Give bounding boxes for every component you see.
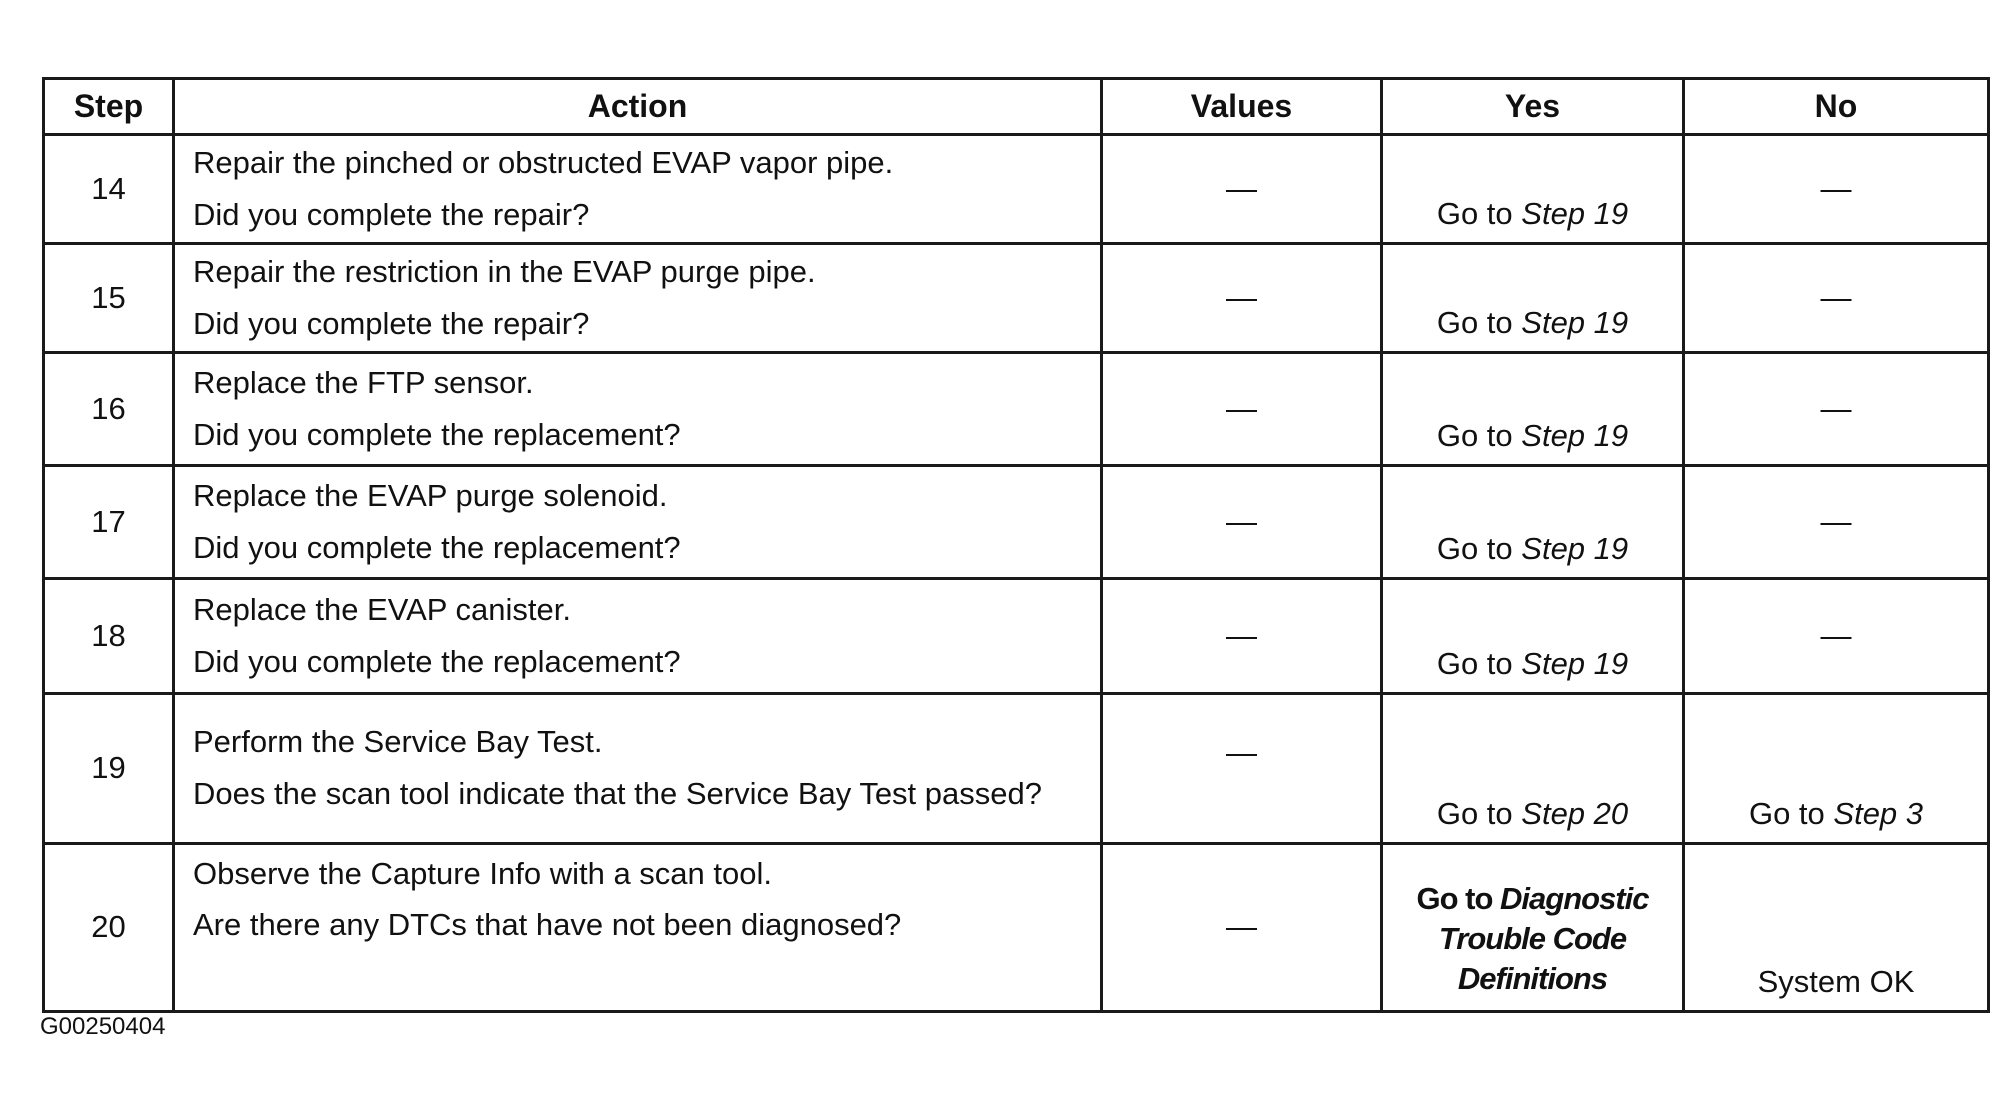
values-cell: — — [1102, 843, 1382, 1011]
table-row — [44, 465, 1989, 578]
action-cell — [174, 352, 1102, 465]
action-cell — [174, 243, 1102, 352]
no-cell — [1684, 843, 1989, 1011]
action-question: Did you complete the replacement? — [193, 643, 681, 679]
yes-cell — [1382, 578, 1684, 693]
table-row — [44, 693, 1989, 843]
action-instruction: Observe the Capture Info with a scan tool. — [193, 855, 772, 891]
yes-prefix: Go to — [1436, 530, 1522, 566]
no-step-link[interactable]: Step 3 — [1833, 795, 1924, 831]
step-number: 19 — [44, 693, 174, 843]
yes-cell — [1382, 465, 1684, 578]
no-cell — [1684, 693, 1989, 843]
table-row — [44, 243, 1989, 352]
yes-step-link[interactable]: Step 19 — [1521, 645, 1629, 681]
yes-step-link[interactable]: Step 19 — [1521, 195, 1629, 231]
header-action: Action — [174, 79, 1102, 135]
step-number: 20 — [44, 843, 174, 1011]
action-cell — [174, 843, 1102, 1011]
no-cell: — — [1684, 352, 1989, 465]
header-no: No — [1684, 79, 1989, 135]
action-cell — [174, 693, 1102, 843]
action-question: Did you complete the replacement? — [193, 529, 681, 565]
values-cell: — — [1102, 243, 1382, 352]
values-cell: — — [1102, 578, 1382, 693]
yes-cell — [1382, 693, 1684, 843]
yes-cell — [1382, 135, 1684, 244]
values-cell: — — [1102, 352, 1382, 465]
step-number: 17 — [44, 465, 174, 578]
values-cell: — — [1102, 135, 1382, 244]
header-yes: Yes — [1382, 79, 1684, 135]
action-question: Did you complete the replacement? — [193, 416, 681, 452]
table-row — [44, 352, 1989, 465]
step-number: 18 — [44, 578, 174, 693]
action-instruction: Perform the Service Bay Test. — [193, 724, 603, 760]
diagnostic-steps-table — [42, 77, 1990, 1013]
yes-cell — [1382, 243, 1684, 352]
step-number: 15 — [44, 243, 174, 352]
step-number: 16 — [44, 352, 174, 465]
header-row — [44, 79, 1989, 135]
header-values: Values — [1102, 79, 1382, 135]
action-instruction: Repair the restriction in the EVAP purge pipe. — [193, 253, 816, 289]
action-instruction: Replace the FTP sensor. — [193, 364, 534, 400]
table-row — [44, 135, 1989, 244]
yes-step-link[interactable]: Step 19 — [1521, 530, 1629, 566]
action-instruction: Repair the pinched or obstructed EVAP vapor pipe. — [193, 145, 894, 180]
yes-prefix: Go to — [1416, 880, 1501, 916]
action-instruction: Replace the EVAP purge solenoid. — [193, 477, 668, 513]
no-result: System OK — [1757, 963, 1915, 999]
no-cell: — — [1684, 465, 1989, 578]
action-question: Does the scan tool indicate that the Service Bay Test passed? — [193, 776, 1042, 812]
action-question: Did you complete the repair? — [193, 196, 590, 232]
figure-code: G00250404 — [40, 1013, 166, 1040]
yes-step-link[interactable]: Step 19 — [1521, 417, 1629, 453]
action-cell — [174, 135, 1102, 244]
yes-prefix: Go to — [1436, 795, 1522, 831]
yes-cell — [1382, 843, 1684, 1011]
yes-step-link[interactable]: Step 19 — [1521, 304, 1629, 340]
yes-diagnostic-link[interactable]: Diagnostic Trouble Code Definitions — [1438, 880, 1649, 997]
no-cell: — — [1684, 578, 1989, 693]
action-question: Did you complete the repair? — [193, 305, 590, 341]
values-cell: — — [1102, 693, 1382, 843]
no-cell: — — [1684, 135, 1989, 244]
values-cell: — — [1102, 465, 1382, 578]
step-number: 14 — [44, 135, 174, 244]
yes-cell — [1382, 352, 1684, 465]
action-cell — [174, 578, 1102, 693]
table-row — [44, 843, 1989, 1011]
action-cell — [174, 465, 1102, 578]
yes-prefix: Go to — [1436, 417, 1522, 453]
yes-prefix: Go to — [1436, 304, 1522, 340]
yes-prefix: Go to — [1436, 195, 1522, 231]
no-cell: — — [1684, 243, 1989, 352]
yes-step-link[interactable]: Step 20 — [1521, 795, 1629, 831]
yes-prefix: Go to — [1436, 645, 1522, 681]
table-row — [44, 578, 1989, 693]
header-step: Step — [44, 79, 174, 135]
no-prefix: Go to — [1748, 795, 1834, 831]
action-instruction: Replace the EVAP canister. — [193, 591, 571, 627]
action-question: Are there any DTCs that have not been diagnosed? — [193, 907, 902, 943]
